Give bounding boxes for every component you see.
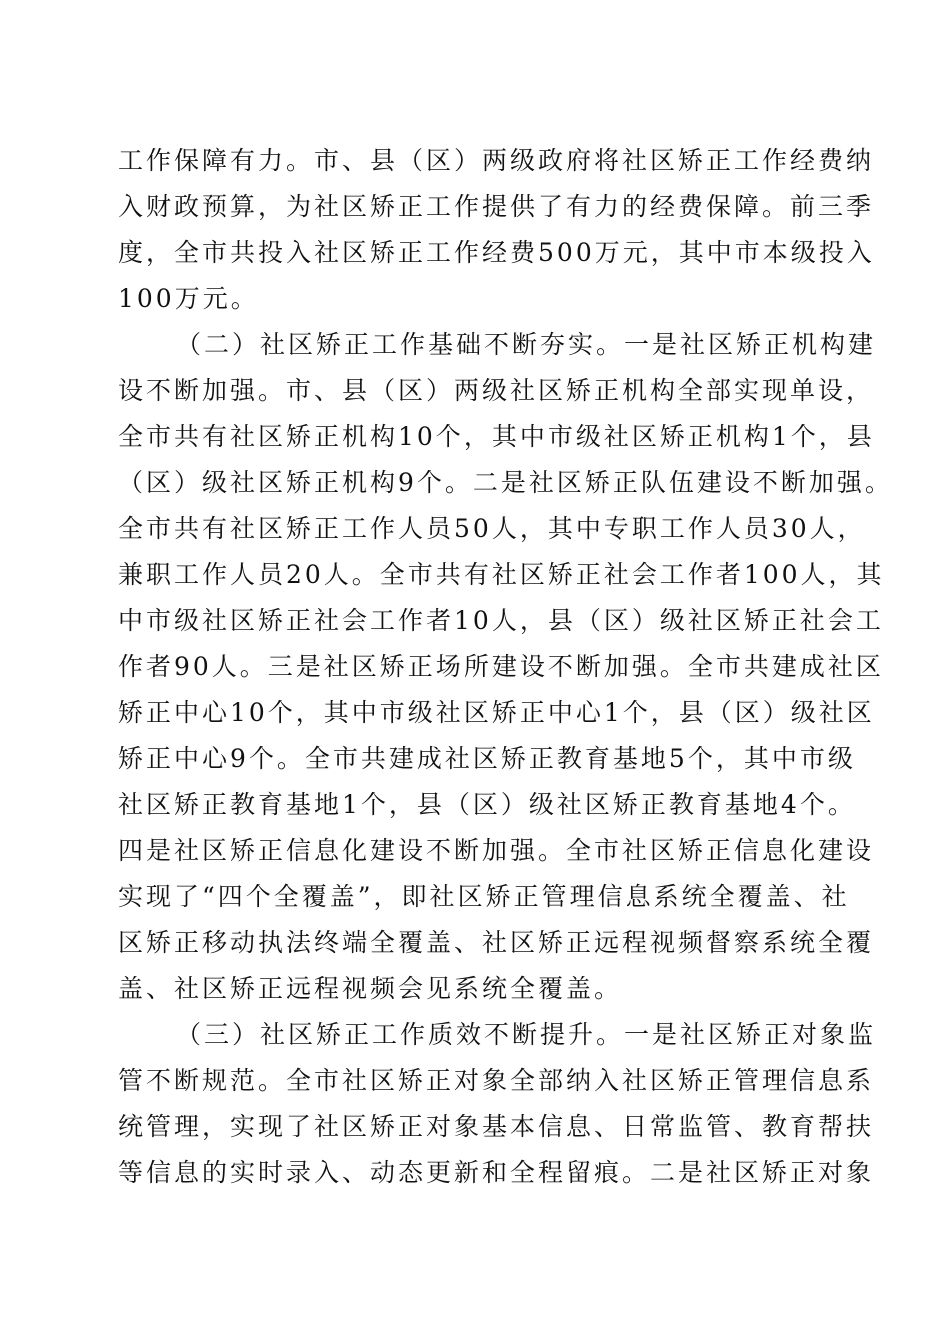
text-line-2: 入财政预算，为社区矫正工作提供了有力的经费保障。前三季 [118, 192, 875, 221]
text-line-10: 兼职工作人员20人。全市共有社区矫正社会工作者100人，其 [118, 560, 885, 589]
text-line-19: 盖、社区矫正远程视频会见系统全覆盖。 [118, 974, 623, 1003]
text-line-9: 全市共有社区矫正工作人员50人，其中专职工作人员30人， [118, 514, 866, 543]
text-line-11: 中市级社区矫正社会工作者10人，县（区）级社区矫正社会工 [118, 606, 884, 635]
text-line-17: 实现了“四个全覆盖”，即社区矫正管理信息系统全覆盖、社 [118, 882, 850, 911]
text-line-7: 全市共有社区矫正机构10个，其中市级社区矫正机构1个，县 [118, 422, 875, 451]
body-text [118, 138, 893, 1196]
text-line-21: 管不断规范。全市社区矫正对象全部纳入社区矫正管理信息系 [118, 1066, 875, 1095]
section-heading-2: （二）社区矫正工作基础不断夯实。一是社区矫正机构建 [176, 330, 877, 359]
text-line-23: 等信息的实时录入、动态更新和全程留痕。二是社区矫正对象 [118, 1158, 875, 1187]
text-line-8: （区）级社区矫正机构9个。二是社区矫正队伍建设不断加强。 [118, 468, 893, 497]
text-line-16: 四是社区矫正信息化建设不断加强。全市社区矫正信息化建设 [118, 836, 875, 865]
text-line-18: 区矫正移动执法终端全覆盖、社区矫正远程视频督察系统全覆 [118, 928, 875, 957]
text-line-4: 100万元。 [118, 284, 259, 313]
text-line-15: 社区矫正教育基地1个，县（区）级社区矫正教育基地4个。 [118, 790, 856, 819]
text-line-1: 工作保障有力。市、县（区）两级政府将社区矫正工作经费纳 [118, 146, 875, 175]
text-line-3: 度，全市共投入社区矫正工作经费500万元，其中市本级投入 [118, 238, 875, 267]
text-line-14: 矫正中心9个。全市共建成社区矫正教育基地5个，其中市级 [118, 744, 856, 773]
text-line-13: 矫正中心10个，其中市级社区矫正中心1个，县（区）级社区 [118, 698, 875, 727]
section-heading-3: （三）社区矫正工作质效不断提升。一是社区矫正对象监 [176, 1020, 877, 1049]
text-line-12: 作者90人。三是社区矫正场所建设不断加强。全市共建成社区 [118, 652, 884, 681]
text-line-22: 统管理，实现了社区矫正对象基本信息、日常监管、教育帮扶 [118, 1112, 875, 1141]
text-line-6: 设不断加强。市、县（区）两级社区矫正机构全部实现单设， [118, 376, 875, 405]
